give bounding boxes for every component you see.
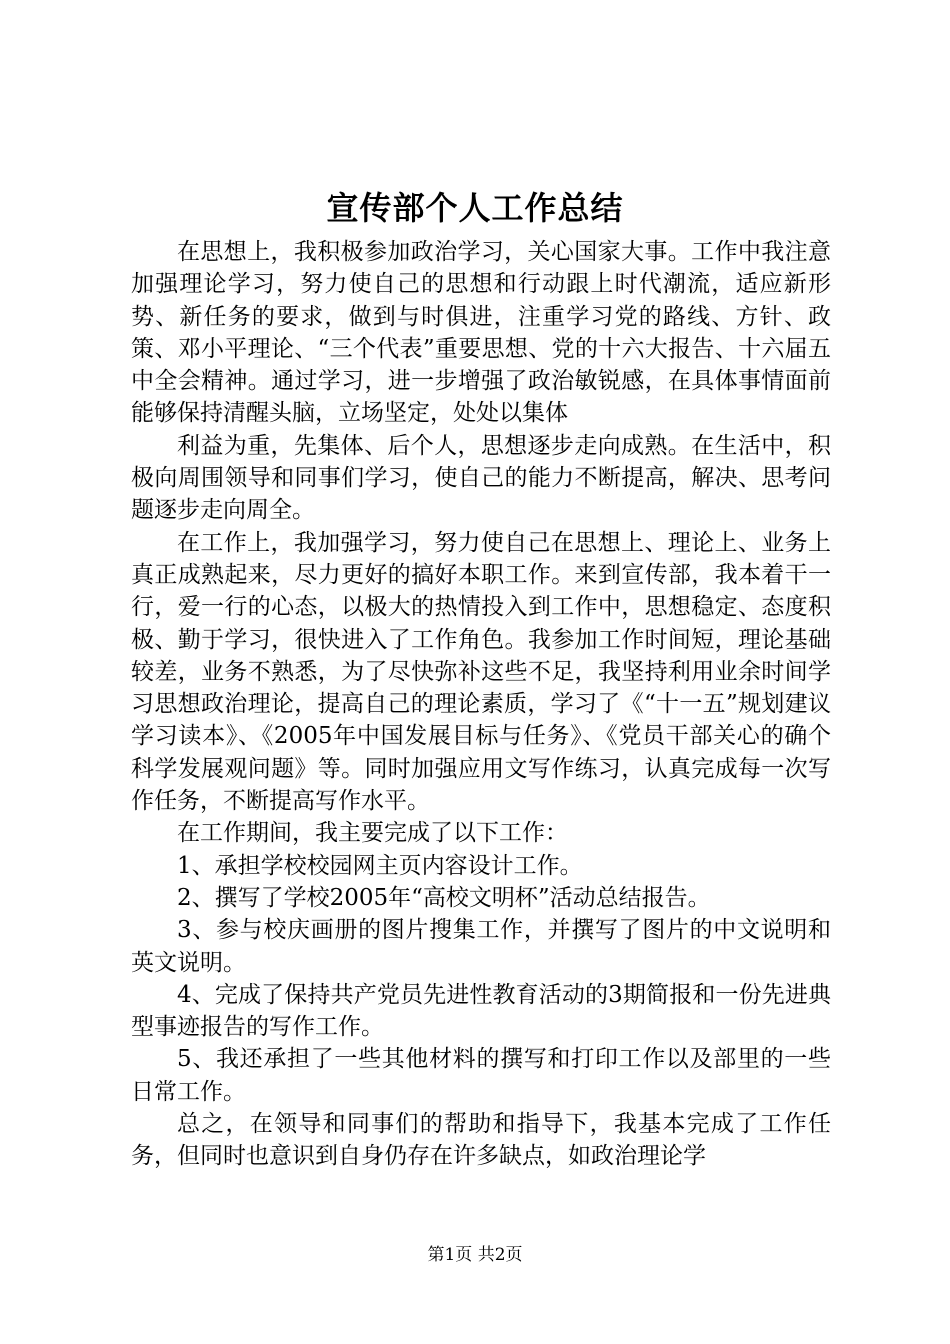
list-item: 4、完成了保持共产党员先进性教育活动的3期简报和一份先进典型事迹报告的写作工作。: [131, 981, 831, 1041]
document-title: 宣传部个人工作总结: [326, 189, 624, 227]
paragraph: 总之，在领导和同事们的帮助和指导下，我基本完成了工作任务，但同时也意识到自身仍存在许多缺点，如政治理论学: [131, 1111, 831, 1170]
list-item: 1、承担学校校园网主页内容设计工作。: [177, 852, 583, 879]
paragraph: 利益为重，先集体、后个人，思想逐步走向成熟。在生活中，积极向周围领导和同事们学习，使自己的能力不断提高，解决、思考问题逐步走向周全。: [131, 432, 831, 524]
list-item: 2、撰写了学校2005年“高校文明杯”活动总结报告。: [177, 884, 711, 911]
document-body: [131, 236, 831, 1173]
list-item: 3、参与校庆画册的图片搜集工作，并撰写了图片的中文说明和英文说明。: [131, 917, 831, 976]
list-item: 5、我还承担了一些其他材料的撰写和打印工作以及部里的一些日常工作。: [131, 1046, 831, 1105]
page-number-footer: 第1页 共2页: [427, 1245, 523, 1265]
paragraph: 在思想上，我积极参加政治学习，关心国家大事。工作中我注意加强理论学习，努力使自己的思想和行动跟上时代潮流，适应新形势、新任务的要求，做到与时俱进，注重学习党的路线、方针、政策、邓小平理论、“三个代表”重要思想、党的十六大报告、十六届五中全会精神。通过学习，进一步增强了政治敏锐感，在具体事情面前能够保持清醒头脑，立场坚定，处处以集体: [131, 239, 831, 427]
paragraph: 在工作上，我加强学习，努力使自己在思想上、理论上、业务上真正成熟起来，尽力更好的搞好本职工作。来到宣传部，我本着干一行，爱一行的心态，以极大的热情投入到工作中，思想稳定、态度积极、勤于学习，很快进入了工作角色。我参加工作时间短，理论基础较差，业务不熟悉，为了尽快弥补这些不足，我坚持利用业余时间学习思想政治理论，提高自己的理论素质，学习了《“十一五”规划建议学习读本》、《2005年中国发展目标与任务》、《党员干部关心的确个科学发展观问题》等。同时加强应用文写作练习，认真完成每一次写作任务，不断提高写作水平。: [131, 529, 831, 815]
paragraph: 在工作期间，我主要完成了以下工作：: [177, 820, 568, 847]
